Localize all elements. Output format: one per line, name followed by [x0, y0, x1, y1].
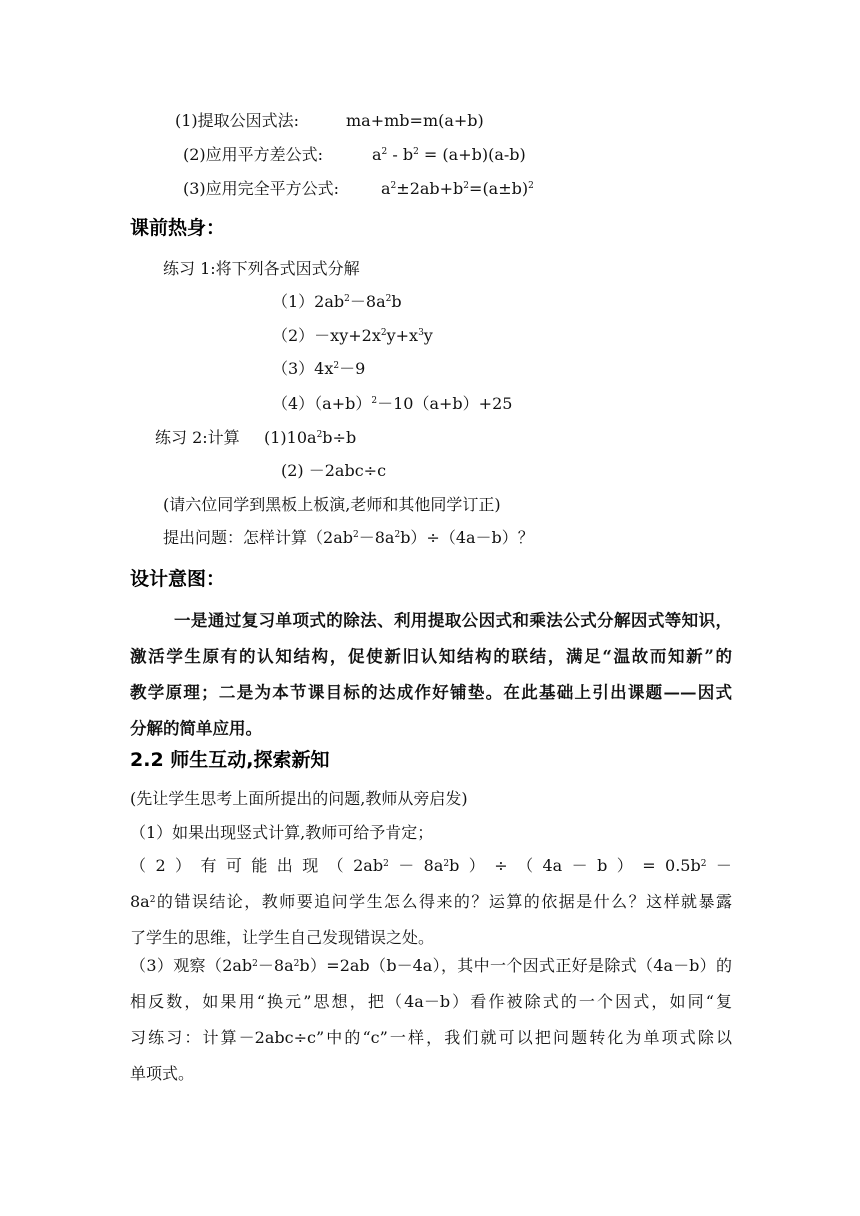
formula-1-label: (1)提取公因式法:	[175, 111, 300, 130]
item-3-line-4: 单项式。	[130, 1064, 195, 1083]
formula-2	[183, 145, 526, 165]
design-line-4: 分解的简单应用。	[130, 719, 262, 738]
exercise-2-item-2: (2) －2abc÷c	[281, 461, 387, 480]
section-2-2-heading: 2.2 师生互动,探索新知	[130, 749, 330, 771]
item-2-line-1: （ 2 ） 有 可 能 出 现 （ $2ab^2$ － $8a^2b$ ） ÷ （ 4a － b ） = $0.5b^2$ －	[130, 856, 732, 875]
exercise-1-item-2: $(2)-xy+2x^2y+x^3y$	[272, 326, 433, 345]
design-line-3: 教学原理；二是为本节课目标的达成作好铺垫。在此基础上引出课题——因式	[130, 683, 732, 702]
formula-3-label: (3)应用完全平方公式:	[183, 179, 340, 198]
board-note: (请六位同学到黑板上板演,老师和其他同学订正)	[163, 495, 501, 514]
design-line-1: 一是通过复习单项式的除法、利用提取公因式和乘法公式分解因式等知识，	[174, 611, 732, 630]
exercise-2	[155, 428, 357, 448]
exercise-1-item-1: $(1)2ab^2-8a^2b$	[272, 292, 402, 311]
design-heading: 设计意图：	[130, 568, 226, 590]
item-3-line-3: 习练习：计算－2abc÷c”中的“c”一样，我们就可以把问题转化为单项式除以	[130, 1028, 732, 1047]
formula-1	[175, 111, 484, 131]
exercise-2-item-1: $(1)10a^2b\div b$	[264, 428, 357, 447]
exercise-1-title: 练习 1:将下列各式因式分解	[163, 259, 360, 278]
warmup-heading: 课前热身：	[130, 217, 226, 239]
design-paragraph	[130, 603, 732, 747]
question: 提出问题：怎样计算$(2ab^2-8a^2b)\div(4a-b)$？	[163, 528, 534, 547]
formula-2-expr: $a^2 - b^2 = (a+b)(a-b)$	[372, 145, 526, 164]
item-3	[130, 948, 732, 1092]
exercise-1-item-4: $(4)(a+b)^2-10(a+b)+25$	[272, 394, 513, 413]
section-intro: (先让学生思考上面所提出的问题,教师从旁启发)	[130, 789, 468, 808]
formula-3-expr: $a^2\pm 2ab+b^2=(a\pm b)^2$	[381, 179, 534, 198]
question-prefix: 提出问题：怎样计算	[163, 528, 308, 547]
formula-3	[183, 179, 534, 199]
exercise-1-item-3: $(3)4x^2-9$	[272, 359, 366, 378]
item-2	[130, 848, 732, 956]
design-line-2: 激活学生原有的认知结构，促使新旧认知结构的联结，满足“温故而知新”的	[130, 647, 732, 666]
item-3-line-1: （3）观察$(2ab^2-8a^2b)=2ab(b-4a)$，其中一个因式正好是除式（4a－b）的	[130, 956, 732, 975]
item-1: （1）如果出现竖式计算,教师可给予肯定；	[130, 823, 434, 842]
item-3-line-2: 相反数，如果用“换元”思想，把（4a－b）看作被除式的一个因式，如同“复	[130, 992, 732, 1011]
formula-1-expr: ma+mb=m(a+b)	[346, 111, 484, 130]
item-2-line-2: $8a^2$的错误结论，教师要追问学生怎么得来的？运算的依据是什么？这样就暴露	[130, 892, 732, 911]
exercise-2-title: 练习 2:计算	[155, 428, 240, 447]
item-2-line-3: 了学生的思维，让学生自己发现错误之处。	[130, 928, 435, 947]
formula-2-label: (2)应用平方差公式:	[183, 145, 324, 164]
item-2-line-2-rest: 的错误结论，教师要追问学生怎么得来的？运算的依据是什么？这样就暴露	[155, 892, 732, 911]
